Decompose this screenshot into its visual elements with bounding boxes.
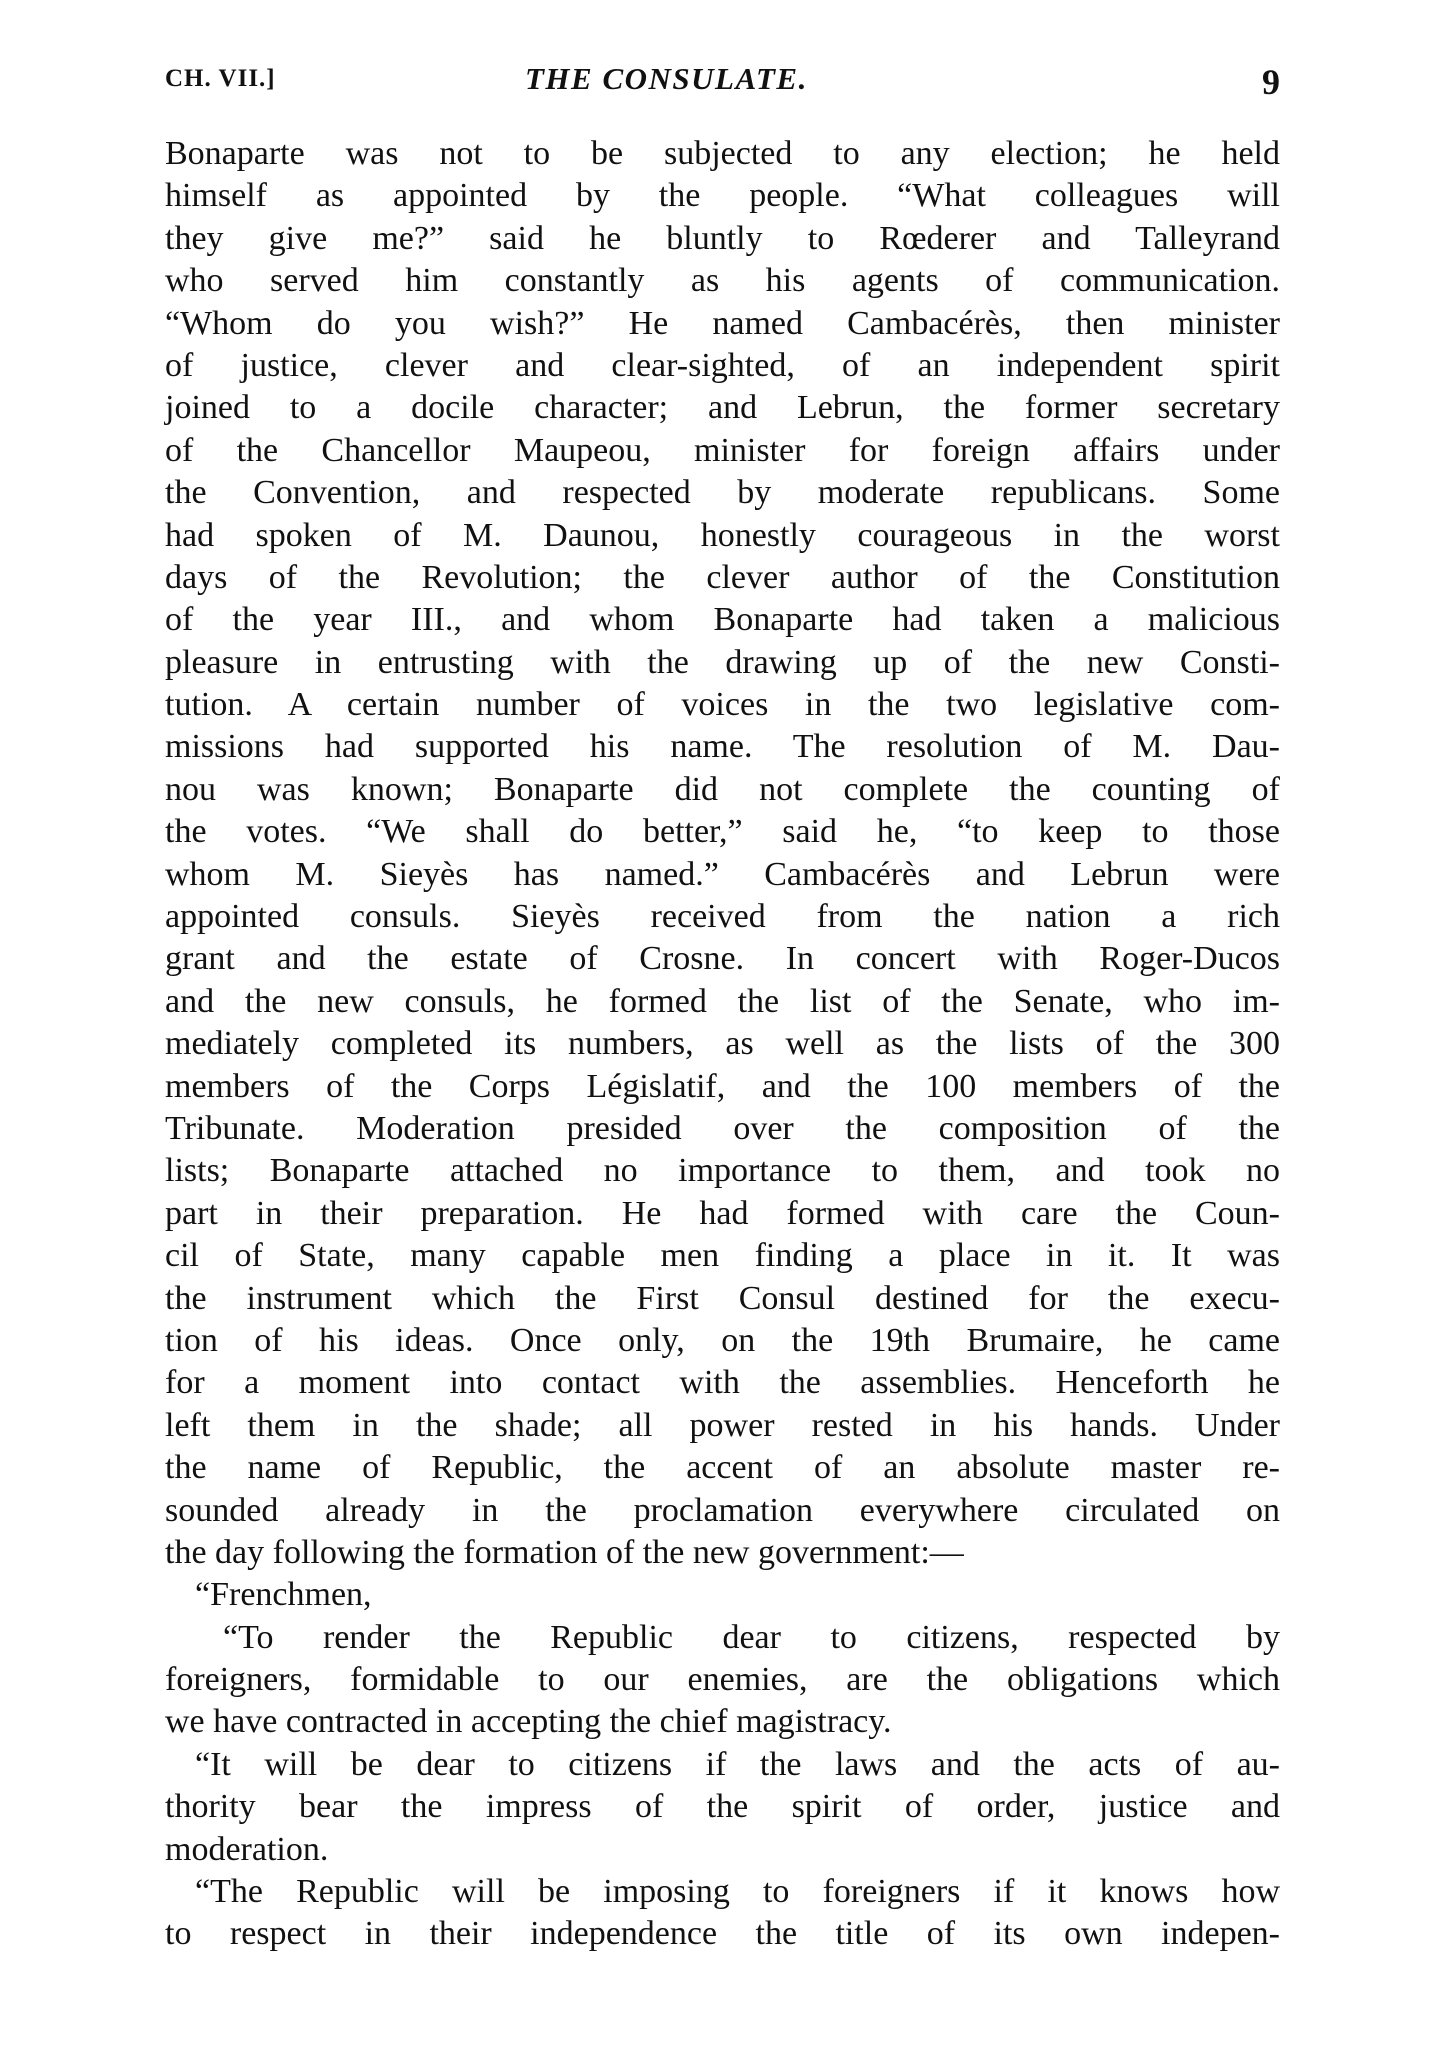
text-line: days of the Revolution; the clever author of the Constitution — [165, 558, 1280, 596]
text-line: joined to a docile character; and Lebrun, the former secretary — [165, 389, 1280, 427]
text-line: to respect in their independence the title of its own indepen- — [165, 1915, 1280, 1953]
text-line: the name of Republic, the accent of an absolute master re- — [165, 1449, 1280, 1487]
text-line: who served him constantly as his agents of communication. — [165, 262, 1280, 300]
text-line: missions had supported his name. The resolution of M. Dau- — [165, 728, 1280, 766]
page-number: 9 — [1262, 62, 1280, 102]
body-text — [165, 133, 1280, 1956]
text-line: moderation. — [165, 1830, 329, 1868]
text-line: the day following the formation of the new government:— — [165, 1533, 964, 1571]
text-line: mediately completed its numbers, as well as the lists of the 300 — [165, 1025, 1280, 1063]
text-line: the instrument which the First Consul destined for the execu- — [165, 1279, 1280, 1317]
running-title: THE CONSULATE. — [525, 61, 808, 96]
text-line: lists; Bonaparte attached no importance to them, and took no — [165, 1152, 1280, 1190]
text-line: had spoken of M. Daunou, honestly courageous in the worst — [165, 516, 1280, 554]
text-line: nou was known; Bonaparte did not complete the counting of — [165, 770, 1280, 808]
text-line: members of the Corps Législatif, and the 100 members of the — [165, 1067, 1280, 1105]
text-line: of justice, clever and clear-sighted, of an independent spirit — [165, 346, 1280, 384]
text-line: himself as appointed by the people. “What colleagues will — [165, 177, 1280, 215]
text-line: whom M. Sieyès has named.” Cambacérès and Lebrun were — [165, 855, 1280, 893]
chapter-reference: CH. VII.] — [165, 65, 276, 92]
text-line: foreigners, formidable to our enemies, are the obligations which — [165, 1661, 1280, 1699]
text-line: of the Chancellor Maupeou, minister for foreign affairs under — [165, 431, 1280, 469]
text-line: “To render the Republic dear to citizens, respected by — [223, 1618, 1280, 1656]
text-line: pleasure in entrusting with the drawing up of the new Consti- — [165, 643, 1280, 681]
text-line: the votes. “We shall do better,” said he, “to keep to those — [165, 813, 1280, 851]
text-line: appointed consuls. Sieyès received from the nation a rich — [165, 898, 1280, 936]
text-line: tution. A certain number of voices in the two legislative com- — [165, 686, 1280, 724]
text-line: cil of State, many capable men finding a place in it. It was — [165, 1237, 1280, 1275]
text-line: grant and the estate of Crosne. In concert with Roger-Ducos — [165, 940, 1280, 978]
text-line: and the new consuls, he formed the list of the Senate, who im- — [165, 982, 1280, 1020]
running-header — [165, 55, 1280, 115]
text-line: Bonaparte was not to be subjected to any election; he held — [165, 135, 1280, 172]
text-line: “The Republic will be imposing to foreigners if it knows how — [195, 1873, 1280, 1911]
text-line: the Convention, and respected by moderate republicans. Some — [165, 474, 1280, 512]
text-line: “Whom do you wish?” He named Cambacérès, then minister — [165, 304, 1280, 342]
text-line: tion of his ideas. Once only, on the 19th Brumaire, he came — [165, 1321, 1280, 1359]
text-line: of the year III., and whom Bonaparte had taken a malicious — [165, 601, 1280, 639]
text-line: thority bear the impress of the spirit of order, justice and — [165, 1788, 1280, 1826]
text-line: we have contracted in accepting the chief magistracy. — [165, 1703, 892, 1741]
text-line: part in their preparation. He had formed with care the Coun- — [165, 1194, 1280, 1232]
text-line: left them in the shade; all power rested in his hands. Under — [165, 1406, 1280, 1444]
text-line: sounded already in the proclamation everywhere circulated on — [165, 1491, 1280, 1529]
salutation-line: “Frenchmen, — [195, 1576, 372, 1614]
text-line: “It will be dear to citizens if the laws and the acts of au- — [195, 1745, 1280, 1783]
text-line: for a moment into contact with the assemblies. Henceforth he — [165, 1364, 1280, 1402]
text-line: they give me?” said he bluntly to Rœderer and Talleyrand — [165, 219, 1280, 257]
text-line: Tribunate. Moderation presided over the composition of the — [165, 1109, 1280, 1147]
